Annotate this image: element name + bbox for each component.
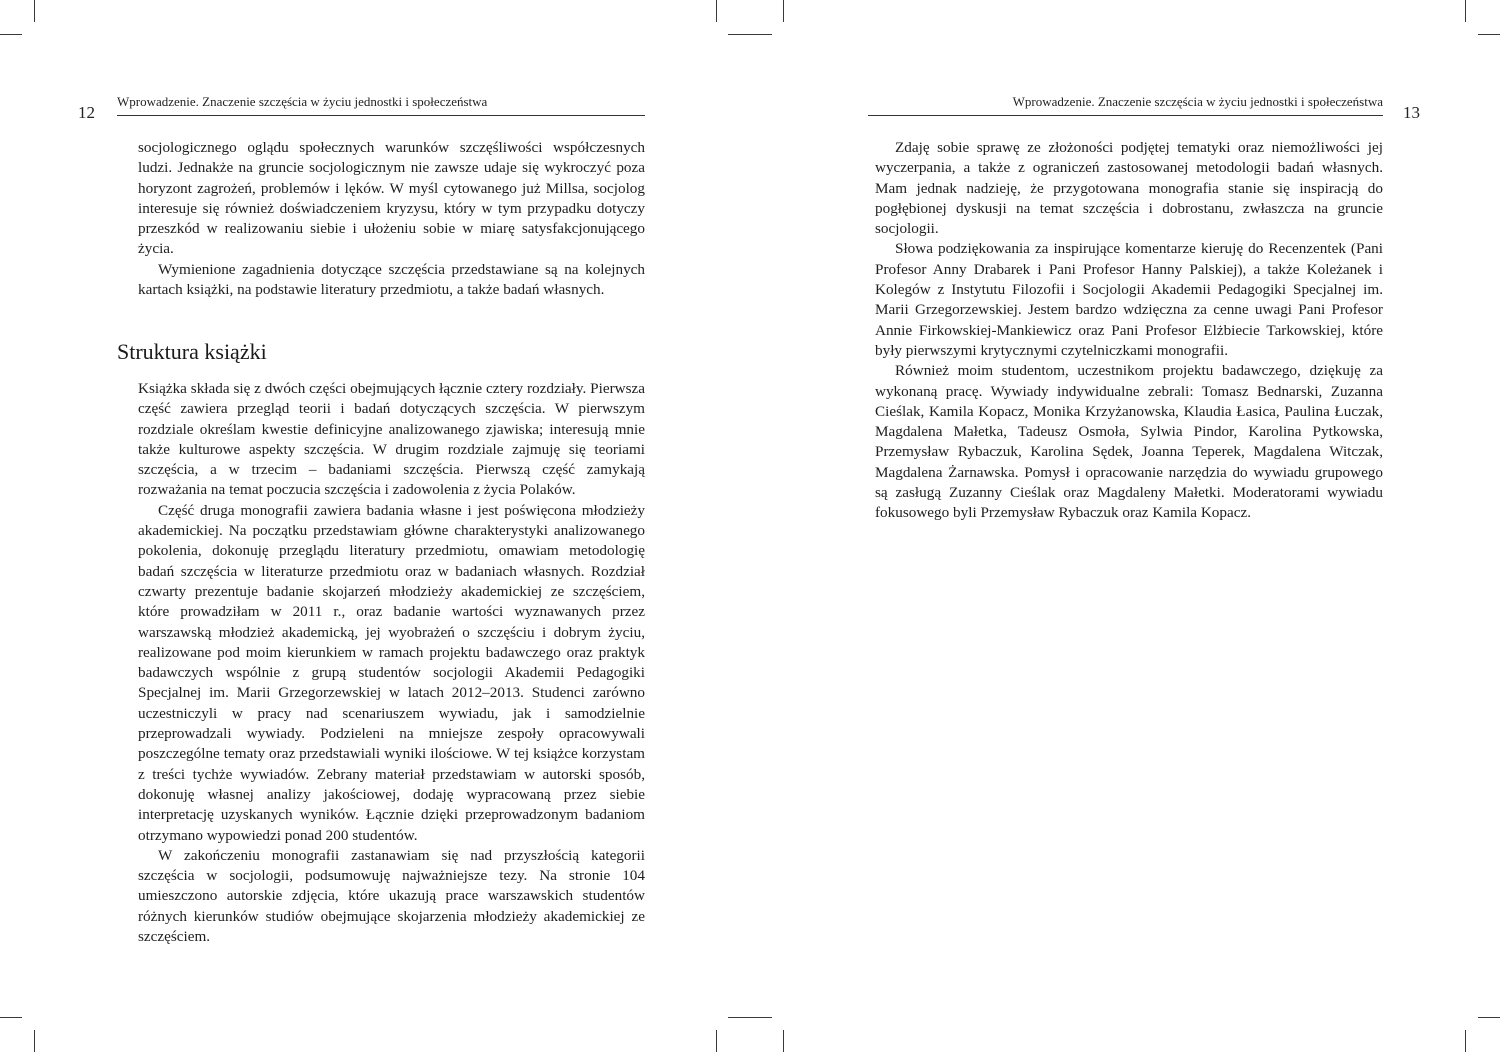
- section-heading: Struktura książki: [117, 339, 267, 364]
- paragraph: Również moim studentom, uczestnikom projektu badawczego, dziękuję za wykonaną pracę. Wywiady indywidualne zebrali: Tomasz Bednarski, Zuzanna Cieślak, Kamila Kopacz, Monika Krzyżanowska, Klaudia Łasica, Paulina Łuczak, Magdalena Małetka, Tadeusz Osmoła, Sylwia Pindor, Karolina Pytkowska, Przemysław Rybaczuk, Karolina Sędek, Joanna Teperek, Magdalena Witczak, Magdalena Żarnawska. Pomysł i opracowanie narzędzia do wywiadu grupowego są zasługą Zuzanny Cieślak oraz Magdaleny Małetki. Moderatorami wywiadu fokusowego byli Przemysław Rybaczuk oraz Kamila Kopacz.: [875, 362, 1383, 522]
- running-head: Wprowadzenie. Znaczenie szczęścia w życiu jednostki i społeczeństwa: [1012, 94, 1383, 109]
- section-text: [138, 379, 645, 947]
- page-number: 13: [1403, 103, 1420, 122]
- header-rule: [117, 115, 645, 116]
- page-number: 12: [78, 103, 95, 122]
- paragraph: W zakończeniu monografii zastanawiam się nad przyszłością kategorii szczęścia w socjologii, podsumowuję najważniejsze tezy. Na stronie 104 umieszczono autorskie zdjęcia, które ukazują prace warszawskich studentów różnych kierunków studiów obejmujące skojarzenia młodzieży akademickiej ze szczęściem.: [138, 846, 645, 946]
- intro-text: [138, 138, 645, 300]
- header-rule: [868, 115, 1383, 116]
- paragraph: Zdaję sobie sprawę ze złożoności podjętej tematyki oraz niemożliwości jej wyczerpania, a także z ograniczeń zastosowanej metodologii badań własnych. Mam jednak nadzieję, że przygotowana monografia stanie się inspiracją do pogłębionej dyskusji na temat szczęścia i dobrostanu, zwłaszcza na gruncie socjologii.: [875, 139, 1383, 238]
- paragraph: Wymienione zagadnienia dotyczące szczęścia przedstawiane są na kolejnych kartach książki, na podstawie literatury przedmiotu, a także badań własnych.: [138, 260, 645, 299]
- right-page: [750, 0, 1500, 1052]
- paragraph: Książka składa się z dwóch części obejmujących łącznie cztery rozdziały. Pierwsza część zawiera przegląd teorii i badań dotyczących szczęścia. W pierwszym rozdziale określam kwestie definicyjne analizowanego zjawiska; interesują mnie także kulturowe aspekty szczęścia. W drugim rozdziale zajmuję się teoriami szczęścia, a w trzecim – badaniami szczęścia. Pierwszą część zamykają rozważania na temat poczucia szczęścia i zadowolenia z życia Polaków.: [138, 380, 645, 499]
- paragraph: socjologicznego oglądu społecznych warunków szczęśliwości współczesnych ludzi. Jednakże na gruncie socjologicznym nie zawsze udaje się wykroczyć poza horyzont zagrożeń, problemów i lęków. W myśl cytowanego już Millsa, socjolog interesuje się również doświadczeniem kryzysu, który w tym przypadku dotyczy przeszkód w realizowaniu siebie i ułożeniu sobie w miarę satysfakcjonującego życia.: [138, 139, 645, 258]
- body-text: [875, 138, 1383, 524]
- paragraph: Słowa podziękowania za inspirujące komentarze kieruję do Recenzentek (Pani Profesor Anny Drabarek i Pani Profesor Hanny Palskiej), a także Koleżanek i Kolegów z Instytutu Filozofii i Socjologii Akademii Pedagogiki Specjalnej im. Marii Grzegorzewskiej. Jestem bardzo wdzięczna za cenne uwagi Pani Profesor Annie Firkowskiej-Mankiewicz oraz Pani Profesor Elżbiecie Tarkowskiej, które były pierwszymi krytycznymi czytelniczkami monografii.: [875, 240, 1383, 359]
- paragraph: Część druga monografii zawiera badania własne i jest poświęcona młodzieży akademickiej. Na początku przedstawiam główne charakterystyki analizowanego pokolenia, dokonuję przeglądu literatury przedmiotu, omawiam metodologię badań szczęścia w literaturze przedmiotu oraz w badaniach własnych. Rozdział czwarty prezentuje badanie skojarzeń młodzieży akademickiej ze szczęściem, które prowadziłam w 2011 r., oraz badanie wartości wyznawanych przez warszawską młodzież akademicką, jej wyobrażeń o szczęściu i dobrym życiu, realizowane pod moim kierunkiem w ramach projektu badawczego oraz praktyk badawczych wspólnie z grupą studentów socjologii Akademii Pedagogiki Specjalnej im. Marii Grzegorzewskiej w latach 2012–2013. Studenci zarówno uczestniczyli w pracy nad scenariuszem wywiadu, jak i samodzielnie przeprowadzali wywiady. Podzieleni na mniejsze zespoły opracowywali poszczególne tematy oraz przedstawiali wyniki ilościowe. W tej książce korzystam z treści tychże wywiadów. Zebrany materiał przedstawiam w autorski sposób, dokonuję własnej analizy jakościowej, dodaję wypracowaną przez siebie interpretację uzyskanych wyników. Łącznie dzięki przeprowadzonym badaniom otrzymano wypowiedzi ponad 200 studentów.: [138, 501, 645, 844]
- running-head: Wprowadzenie. Znaczenie szczęścia w życiu jednostki i społeczeństwa: [117, 94, 488, 109]
